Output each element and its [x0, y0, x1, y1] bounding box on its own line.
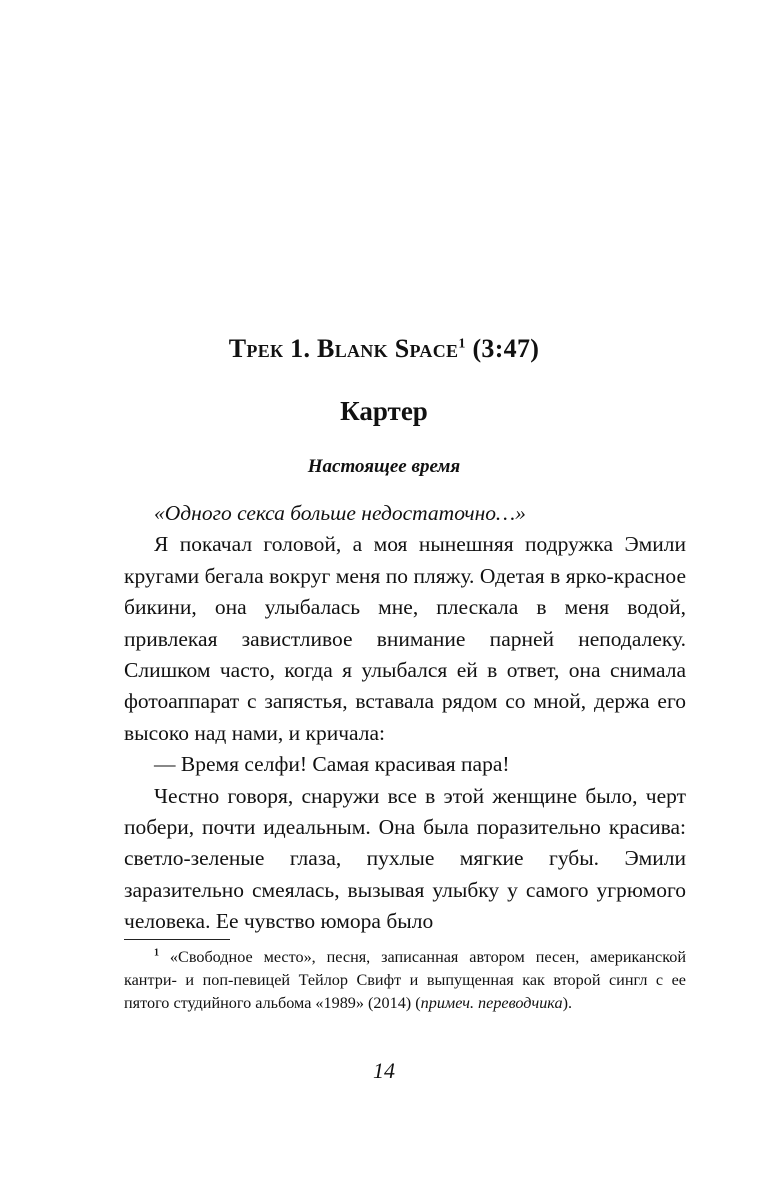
footnote — [124, 946, 686, 1016]
chapter-duration: (3:47) — [465, 334, 540, 363]
pov-heading: Картер — [340, 396, 428, 426]
chapter-title-text: Трек 1. Blank Space — [228, 334, 459, 363]
footnote-reference: 1 — [458, 336, 466, 352]
dialogue-line: — Время селфи! Самая красивая пара! — [154, 752, 510, 777]
body-text — [124, 498, 686, 938]
footnote-divider — [124, 939, 230, 940]
chapter-title — [0, 334, 768, 364]
footnote-marker: 1 — [154, 947, 159, 959]
footnote-closing: ). — [562, 994, 572, 1013]
footnote-translator-note: примеч. переводчика — [420, 994, 563, 1013]
page-number: 14 — [373, 1058, 395, 1083]
footnote-text: «Свободное место», песня, записанная автором песен, американской кантри- и поп-певицей Тейлор Свифт и выпущенная как второй сингл с ее пятого студийного альбома «1989» (2014) ( — [124, 948, 686, 1013]
paragraph: Я покачал головой, а моя нынешняя подружка Эмили кругами бегала вокруг меня по пляжу. Одетая в ярко-красное бикини, она улыбалась мне, плескала в меня водой, привлекая завистливое внимание парней неподалеку. Слишком часто, когда я улыбался ей в ответ, она снимала фотоаппарат с запястья, вставала рядом со мной, держа его высоко над нами, и кричала: — [124, 532, 686, 745]
time-heading: Настоящее время — [307, 456, 461, 477]
paragraph: Честно говоря, снаружи все в этой женщине было, черт побери, почти идеальным. Она была поразительно красива: светло-зеленые глаза, пухлые мягкие губы. Эмили заразительно смеялась, вызывая улыбку у самого угрюмого человека. Ее чувство юмора было — [124, 783, 686, 934]
footnote-paragraph — [124, 946, 686, 1016]
opening-quote: «Одного секса больше недостаточно…» — [154, 501, 526, 525]
